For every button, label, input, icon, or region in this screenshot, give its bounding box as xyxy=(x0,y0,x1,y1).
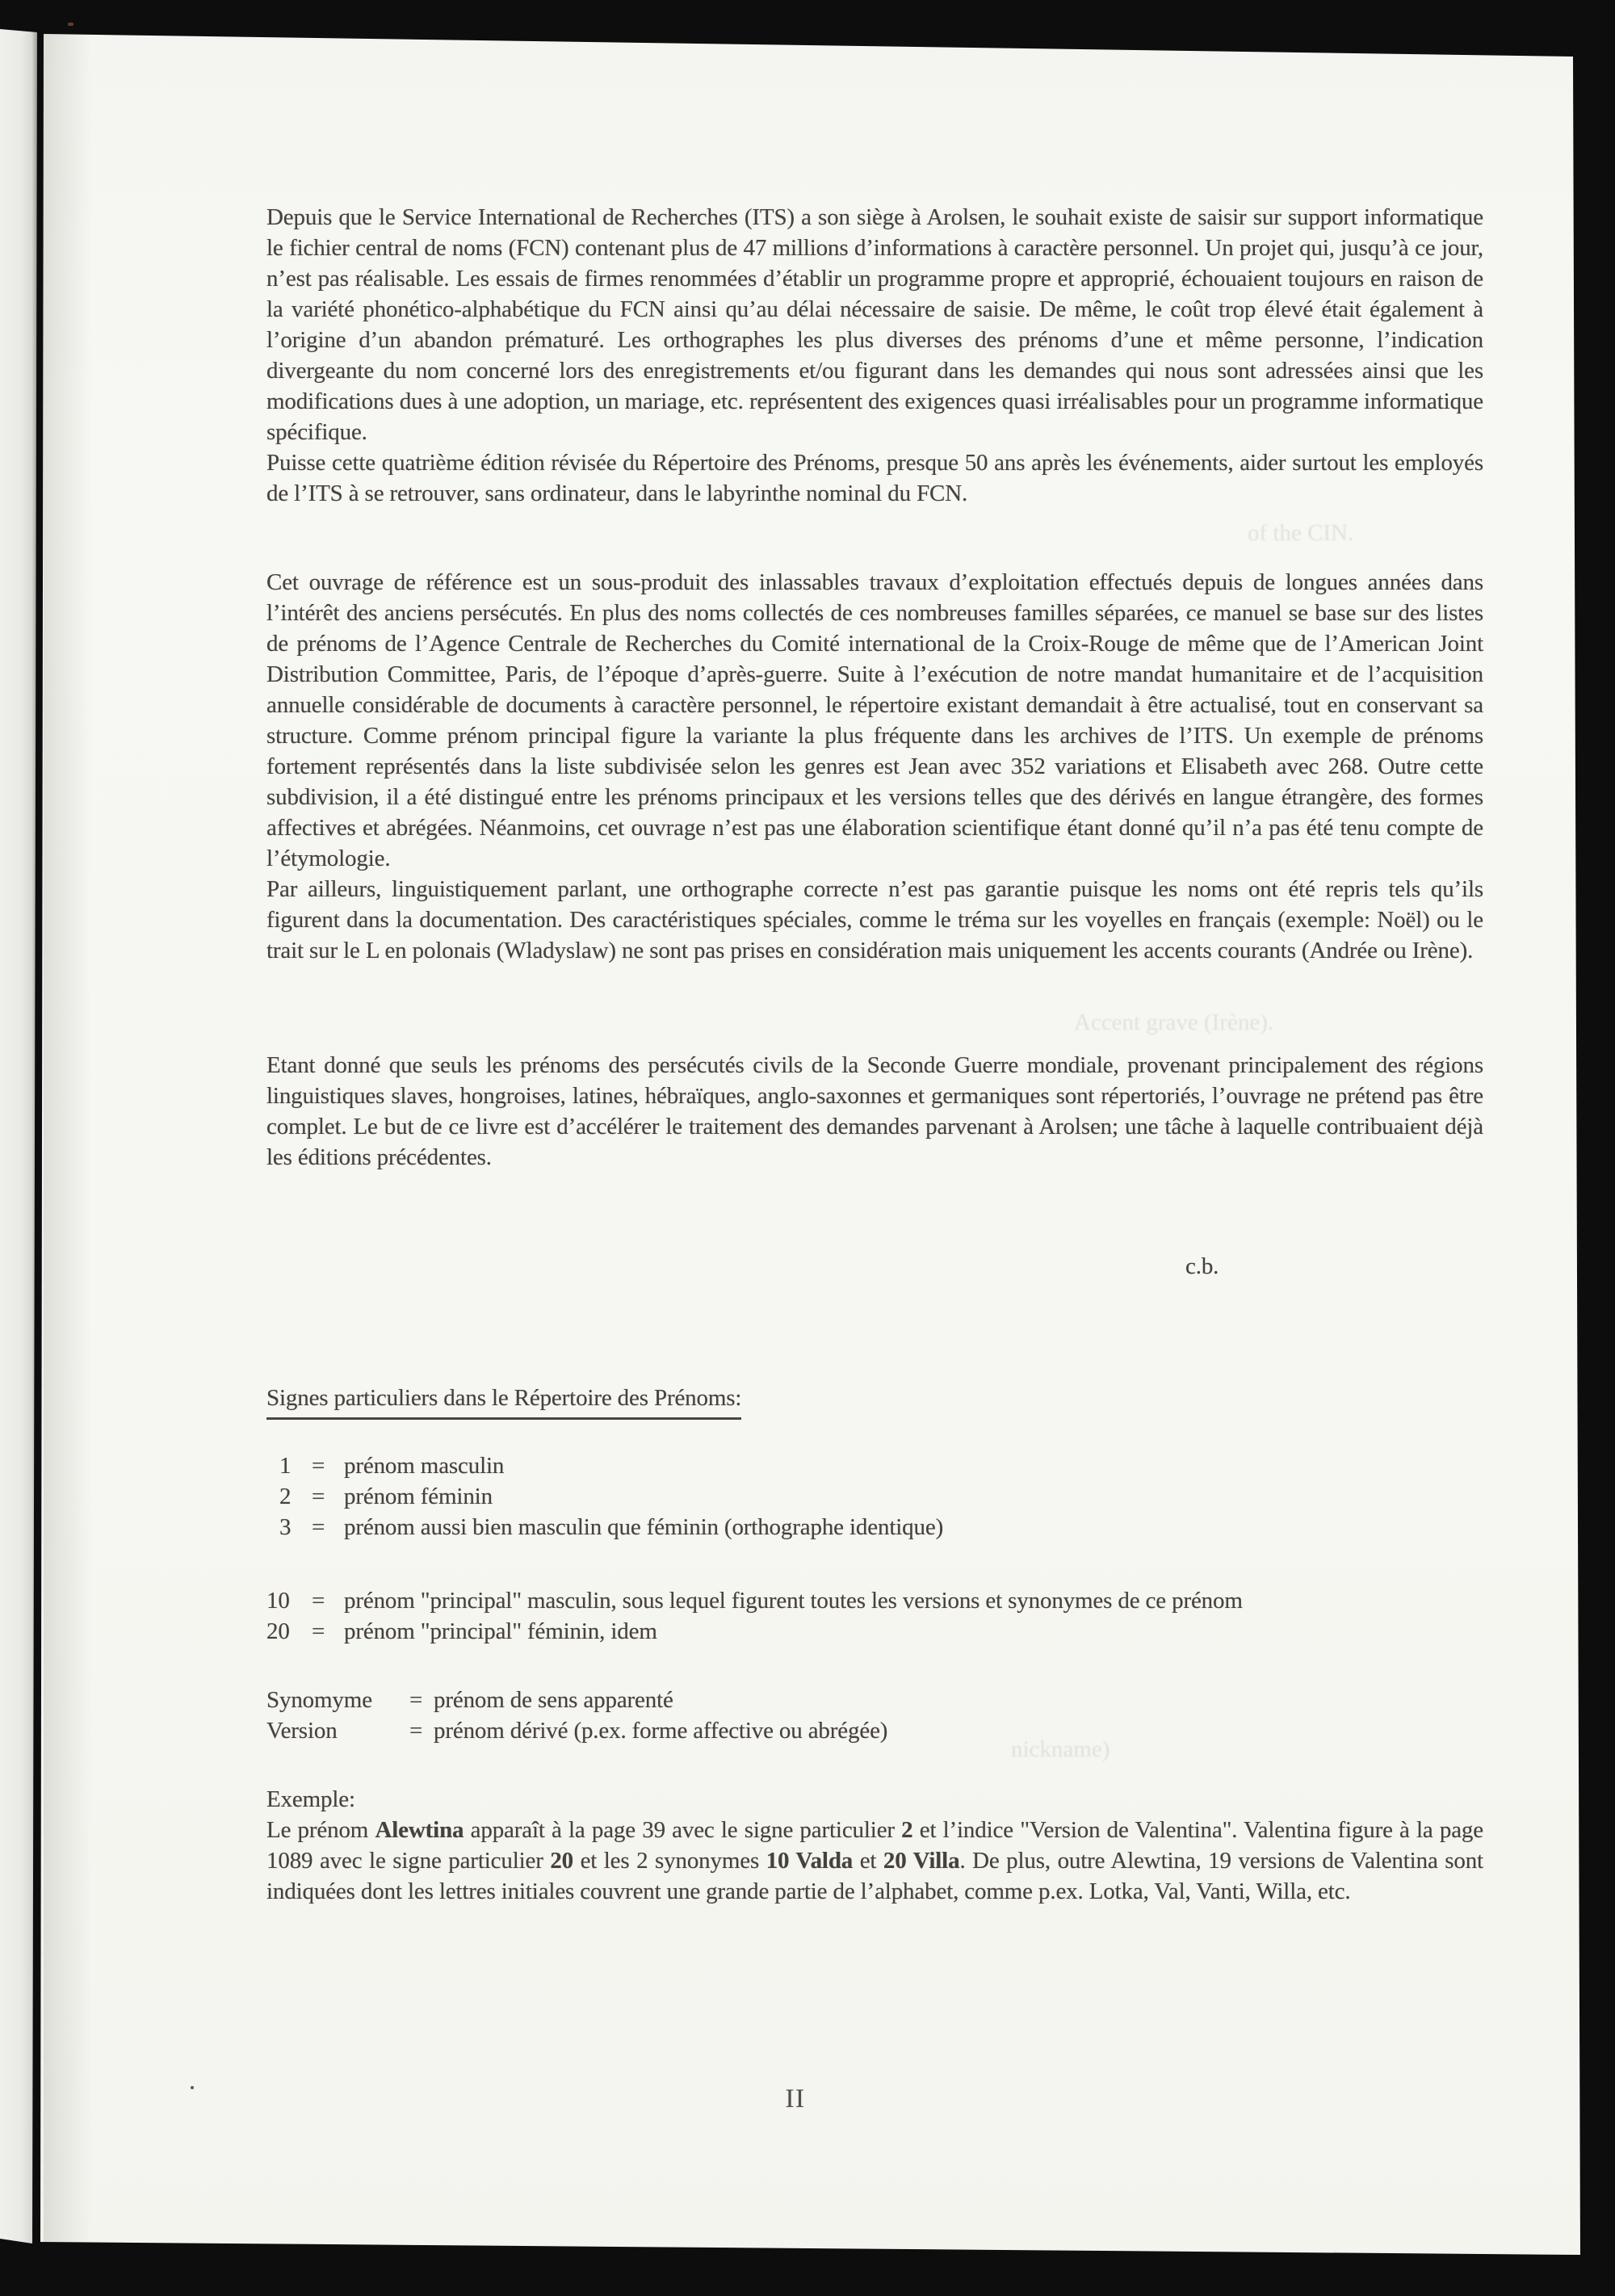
bleedthrough-text: of the CIN. xyxy=(1248,520,1354,546)
legend-row xyxy=(266,1685,1483,1715)
legend-row xyxy=(266,1481,1483,1512)
legend-key: 1 xyxy=(279,1453,292,1479)
scan-speck xyxy=(68,23,73,26)
legend-desc: prénom dérivé (p.ex. forme affective ou abrégée) xyxy=(434,1718,888,1744)
legend-desc: prénom "principal" masculin, sous lequel figurent toutes les versions et synonymes de ce prénom xyxy=(344,1588,1243,1614)
legend-terms-list xyxy=(266,1685,1483,1746)
bold-term: 2 xyxy=(901,1817,913,1843)
legend-key: Version xyxy=(266,1718,338,1744)
legend-desc: prénom masculin xyxy=(344,1453,505,1479)
example-block xyxy=(266,1784,1483,1907)
legend-row xyxy=(266,1585,1483,1616)
paragraph-orthography: Par ailleurs, linguistiquement parlant, une orthographe correcte n’est pas garantie puisque les noms ont été repris tels qu’ils figurent dans la documentation. Des caractéristiques spéciales, comme le tréma sur les voyelles en français (exemple: Noël) ou le trait sur le L en polonais (Wladyslaw) ne sont pas prises en considération mais uniquement les accents courants (Andrée ou Irène). xyxy=(266,876,1483,963)
equals-sign: = xyxy=(312,1453,325,1479)
paragraph-fcn-project: Depuis que le Service International de Recherches (ITS) a son siège à Arolsen, le souhait existe de saisir sur support informatique le fichier central de noms (FCN) contenant plus de 47 millions d’informations à caractère personnel. Un projet qui, jusqu’à ce jour, n’est pas réalisable. Les essais de firmes renommées d’établir un programme propre et approprié, échouaient toujours en raison de la variété phonético-alphabétique du FCN ainsi qu’au délai nécessaire de saisie. De même, le coût trop élevé était également à l’origine d’un abandon prématuré. Les orthographes les plus diverses des prénoms d’une et même personne, l’indication divergeante du nom concerné lors des enregistrements et/ou figurant dans les demandes qui nous sont adressées ainsi que les modifications dues à une adoption, un mariage, etc. représentent des exigences quasi irréalisables pour un programme informatique spécifique. xyxy=(266,204,1483,445)
legend-row xyxy=(266,1450,1483,1481)
equals-sign: = xyxy=(312,1484,325,1509)
bleedthrough-text: nickname) xyxy=(1011,1736,1110,1762)
page-number: II xyxy=(785,2084,806,2113)
paragraph-fourth-edition: Puisse cette quatrième édition révisée du Répertoire des Prénoms, presque 50 ans après les événements, aider surtout les employés de l’ITS à se retrouver, sans ordinateur, dans le labyrinthe nominal du FCN. xyxy=(266,450,1483,506)
bold-term: 20 xyxy=(550,1848,574,1874)
example-label: Exemple: xyxy=(266,1786,355,1812)
legend-desc: prénom féminin xyxy=(344,1484,493,1509)
paragraph-scope: Etant donné que seuls les prénoms des persécutés civils de la Seconde Guerre mondiale, provenant principalement des régions linguistiques slaves, hongroises, latines, hébraïques, anglo-saxonnes et germaniques sont répertoriés, l’ouvrage ne prétend pas être complet. Le but de ce livre est d’accélérer le traitement des demandes parvenant à Arolsen; une tâche à laquelle contribuaient déjà les éditions précédentes. xyxy=(266,1052,1483,1170)
bold-term: 10 Valda xyxy=(766,1848,854,1874)
legend-principal-list xyxy=(266,1585,1483,1647)
legend-key: 3 xyxy=(279,1514,292,1540)
reference-paragraph-block xyxy=(266,567,1483,966)
legend-heading xyxy=(266,1383,741,1420)
legend-desc: prénom "principal" féminin, idem xyxy=(344,1618,657,1644)
legend-row xyxy=(266,1616,1483,1647)
bold-term: Alewtina xyxy=(375,1817,464,1843)
equals-sign: = xyxy=(409,1687,423,1713)
legend-desc: prénom aussi bien masculin que féminin (orthographe identique) xyxy=(344,1514,944,1540)
intro-paragraph-block xyxy=(266,202,1483,509)
legend-numeric-list xyxy=(266,1450,1483,1543)
equals-sign: = xyxy=(409,1718,423,1744)
scope-paragraph-block xyxy=(266,1050,1483,1173)
legend-row xyxy=(266,1512,1483,1543)
adjacent-page-edge xyxy=(0,0,39,2296)
legend-row xyxy=(266,1715,1483,1746)
legend-key: 10 xyxy=(266,1588,290,1614)
example-paragraph: Le prénom Alewtina apparaît à la page 39 avec le signe particulier 2 et l’indice "Version de Valentina". Valentina figure à la page 1089 avec le signe particulier 20 et les 2 synonymes 10 Valda et 20 Villa. De plus, outre Alewtina, 19 versions de Valentina sont indiquées dont les lettres initiales couvrent une grande partie de l’alphabet, comme p.ex. Lotka, Val, Vanti, Willa, etc. xyxy=(266,1817,1484,1904)
bleedthrough-text: Accent grave (Irène). xyxy=(1074,1009,1274,1035)
bold-term: 20 Villa xyxy=(883,1848,960,1874)
scan-speck xyxy=(191,2086,194,2089)
equals-sign: = xyxy=(312,1588,325,1614)
author-initials: c.b. xyxy=(1185,1253,1219,1279)
equals-sign: = xyxy=(312,1514,325,1540)
legend-heading-text: Signes particuliers dans le Répertoire des Prénoms: xyxy=(266,1383,741,1420)
legend-key: 2 xyxy=(279,1484,292,1509)
paragraph-reference-work: Cet ouvrage de référence est un sous-produit des inlassables travaux d’exploitation effectués depuis de longues années dans l’intérêt des anciens persécutés. En plus des noms collectés de ces nombreuses familles séparées, ce manuel se base sur des listes de prénoms de l’Agence Centrale de Recherches du Comité international de la Croix-Rouge de même que de l’American Joint Distribution Committee, Paris, de l’époque d’après-guerre. Suite à l’exécution de notre mandat humanitaire et de l’acquisition annuelle considérable de documents à caractère personnel, le répertoire existant demandait à être actualisé, tout en conservant sa structure. Comme prénom principal figure la variante la plus fréquente dans les archives de l’ITS. Un exemple de prénoms fortement représentés dans la liste subdivisée selon les genres est Jean avec 352 variations et Elisabeth avec 268. Outre cette subdivision, il a été distingué entre les prénoms principaux et les versions telles que des dérivés en langue étrangère, des formes affectives et abrégées. Néanmoins, cet ouvrage n’est pas une élaboration scientifique étant donné qu’il n’a pas été tenu compte de l’étymologie. xyxy=(266,569,1483,871)
legend-key: 20 xyxy=(266,1618,290,1644)
legend-key: Synomyme xyxy=(266,1687,372,1713)
equals-sign: = xyxy=(312,1618,325,1644)
legend-desc: prénom de sens apparenté xyxy=(434,1687,673,1713)
